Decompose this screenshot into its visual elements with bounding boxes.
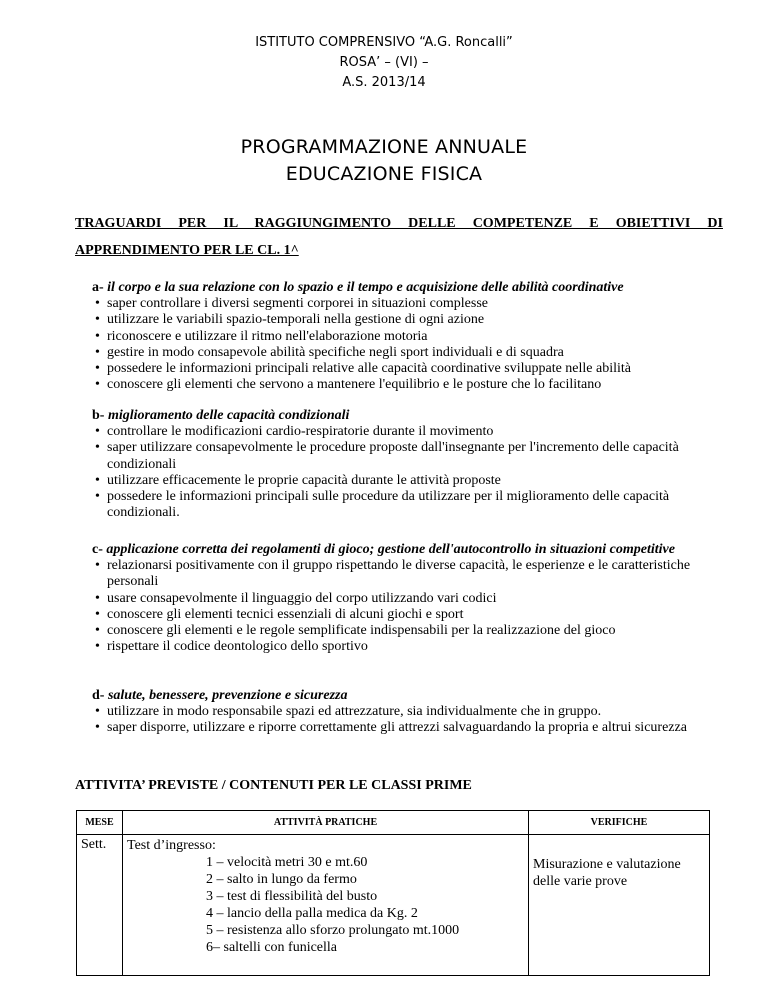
section-d-heading: salute, benessere, prevenzione e sicurezza <box>107 688 348 703</box>
school-location: ROSA’ – (VI) – <box>339 55 429 70</box>
document-title: PROGRAMMAZIONE ANNUALE <box>240 136 528 158</box>
section-d <box>92 688 724 737</box>
section-b-list <box>92 424 724 521</box>
list-item: 6– saltelli con funicella <box>206 940 338 955</box>
section-c-prefix: c- <box>92 542 107 557</box>
list-item: 3 – test di flessibilità del busto <box>206 889 378 904</box>
activity-intro: Test d’ingresso: <box>127 838 216 853</box>
section-a-title <box>92 280 724 296</box>
list-item: • gestire in modo consapevole abilità specifiche negli sport individuali e di squadra <box>92 345 724 361</box>
school-name: ISTITUTO COMPRENSIVO “A.G. Roncalli” <box>255 35 513 50</box>
cell-mese: Sett. <box>77 835 123 976</box>
column-header-verifiche: VERIFICHE <box>529 811 710 835</box>
list-item: • usare consapevolmente il linguaggio del corpo utilizzando vari codici <box>92 591 724 607</box>
table-row <box>77 835 710 976</box>
cell-verifiche: Misurazione e valutazione delle varie prove <box>529 835 710 976</box>
section-b-prefix: b- <box>92 408 108 423</box>
school-year: A.S. 2013/14 <box>342 75 426 90</box>
list-item: • possedere le informazioni principali relative alle capacità coordinative sviluppate nelle abilità <box>92 361 724 377</box>
traguardi-heading-line2: APPRENDIMENTO PER LE CL. 1^ <box>75 243 299 258</box>
list-item: • conoscere gli elementi che servono a mantenere l'equilibrio e le posture che lo facilitano <box>92 377 724 393</box>
list-item: • utilizzare le variabili spazio-temporali nella gestione di ogni azione <box>92 312 724 328</box>
list-item: • controllare le modificazioni cardio-respiratorie durante il movimento <box>92 424 724 440</box>
section-b <box>92 408 724 521</box>
section-a-list <box>92 296 724 393</box>
activities-table <box>76 810 710 976</box>
column-header-attivita: ATTIVITÀ PRATICHE <box>123 811 529 835</box>
list-item: • saper utilizzare consapevolmente le procedure proposte dall'insegnante per l'incremento delle capacità condizionali <box>92 440 724 472</box>
list-item: 4 – lancio della palla medica da Kg. 2 <box>206 906 418 921</box>
list-item: 1 – velocità metri 30 e mt.60 <box>206 855 368 870</box>
attivita-heading: ATTIVITA’ PREVISTE / CONTENUTI PER LE CLASSI PRIME <box>75 778 472 793</box>
column-header-mese: MESE <box>77 811 123 835</box>
list-item: • saper disporre, utilizzare e riporre correttamente gli attrezzi salvaguardando la propria e altrui sicurezza <box>92 720 724 736</box>
section-c-list <box>92 558 724 655</box>
section-b-heading: miglioramento delle capacità condizionali <box>107 408 350 423</box>
list-item: • utilizzare efficacemente le proprie capacità durante le attività proposte <box>92 473 724 489</box>
list-item: • utilizzare in modo responsabile spazi ed attrezzature, sia individualmente che in gruppo. <box>92 704 724 720</box>
section-c-heading: applicazione corretta dei regolamenti di gioco; gestione dell'autocontrollo in situazioni competitive <box>106 542 675 557</box>
cell-attivita <box>123 835 529 976</box>
list-item: 2 – salto in lungo da fermo <box>206 872 357 887</box>
list-item: • possedere le informazioni principali sulle procedure da utilizzare per il miglioramento delle capacità condizionali. <box>92 489 724 521</box>
section-d-title <box>92 688 724 704</box>
section-b-title <box>92 408 724 424</box>
list-item: 5 – resistenza allo sforzo prolungato mt.1000 <box>206 923 460 938</box>
section-d-prefix: d- <box>92 688 108 703</box>
list-item: • conoscere gli elementi e le regole semplificate indispensabili per la realizzazione del gioco <box>92 623 724 639</box>
section-a-prefix: a- <box>92 280 108 295</box>
section-c <box>92 542 724 655</box>
list-item: • saper controllare i diversi segmenti corporei in situazioni complesse <box>92 296 724 312</box>
list-item: • rispettare il codice deontologico dello sportivo <box>92 639 724 655</box>
table-header-row <box>77 811 710 835</box>
section-a-heading: il corpo e la sua relazione con lo spazio e il tempo e acquisizione delle abilità coordinative <box>107 280 624 295</box>
list-item: • conoscere gli elementi tecnici essenziali di alcuni giochi e sport <box>92 607 724 623</box>
document-subtitle: EDUCAZIONE FISICA <box>285 163 483 185</box>
list-item: • riconoscere e utilizzare il ritmo nell'elaborazione motoria <box>92 329 724 345</box>
section-d-list <box>92 704 724 736</box>
traguardi-heading-line1: TRAGUARDI PER IL RAGGIUNGIMENTO DELLE COMPETENZE E OBIETTIVI DI <box>75 216 723 231</box>
list-item: • relazionarsi positivamente con il gruppo rispettando le diverse capacità, le esperienze e le caratteristiche personali <box>92 558 724 590</box>
section-a <box>92 280 724 393</box>
section-c-title <box>92 542 724 558</box>
